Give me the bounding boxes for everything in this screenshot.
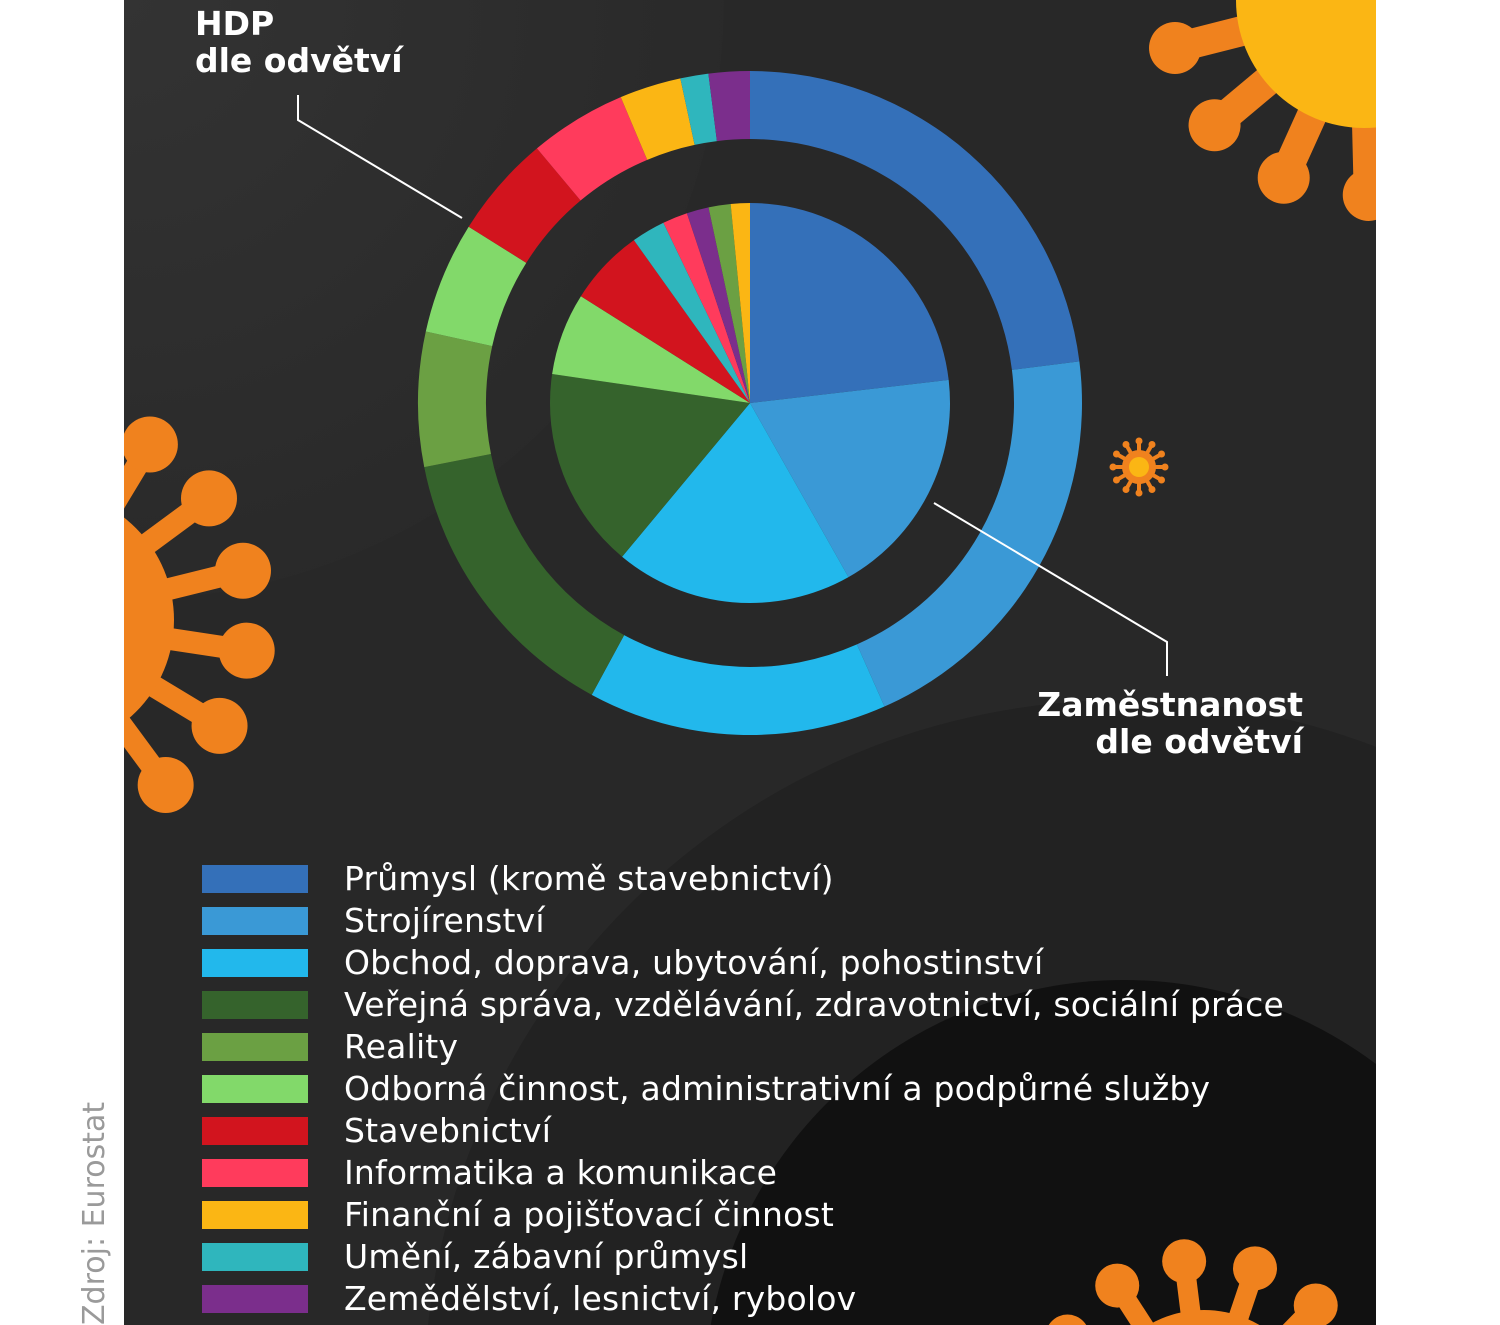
gdp-label-line1: HDP — [195, 4, 275, 43]
employment-label-line1: Zaměstnanost — [1037, 685, 1303, 724]
legend-label: Informatika a komunikace — [344, 1153, 778, 1192]
legend-item-financni-a-pojistovaci-cinnost — [202, 1194, 1322, 1236]
legend-item-strojirenstvi — [202, 900, 1322, 942]
legend-swatch — [202, 949, 308, 977]
legend-item-verejna-sprava-vzdelavani-zdravotnictvi-socialni-prace — [202, 984, 1322, 1026]
legend-swatch — [202, 865, 308, 893]
legend-swatch — [202, 1159, 308, 1187]
legend-item-zemedelstvi-lesnictvi-rybolov — [202, 1278, 1322, 1320]
legend-swatch — [202, 907, 308, 935]
legend-label: Veřejná správa, vzdělávání, zdravotnictví, sociální práce — [344, 985, 1285, 1024]
legend-swatch — [202, 1117, 308, 1145]
legend-item-informatika-a-komunikace — [202, 1152, 1322, 1194]
legend-swatch — [202, 1201, 308, 1229]
legend-swatch — [202, 1075, 308, 1103]
legend-label: Obchod, doprava, ubytování, pohostinství — [344, 943, 1044, 982]
donut-pie-chart — [124, 0, 1376, 800]
legend-swatch — [202, 1285, 308, 1313]
inner-pie-employment — [550, 203, 950, 603]
legend-label: Stavebnictví — [344, 1111, 552, 1150]
employment-slice-prumysl-krome-stavebnictvi — [750, 203, 949, 403]
legend-label: Průmysl (kromě stavebnictví) — [344, 859, 834, 898]
legend-item-stavebnictvi — [202, 1110, 1322, 1152]
legend-swatch — [202, 1033, 308, 1061]
legend-label: Umění, zábavní průmysl — [344, 1237, 749, 1276]
legend-swatch — [202, 1243, 308, 1271]
employment-label — [1037, 686, 1303, 760]
legend-label: Finanční a pojišťovací činnost — [344, 1195, 835, 1234]
gdp-leader-line — [298, 95, 462, 218]
legend-label: Reality — [344, 1027, 459, 1066]
legend-item-umeni-zabavni-prumysl — [202, 1236, 1322, 1278]
legend-item-prumysl-krome-stavebnictvi — [202, 858, 1322, 900]
legend-swatch — [202, 991, 308, 1019]
legend-item-reality — [202, 1026, 1322, 1068]
employment-label-line2: dle odvětví — [1095, 722, 1303, 761]
gdp-label-line2: dle odvětví — [195, 41, 403, 80]
gdp-slice-obchod-doprava-ubytovani-pohostinstvi — [592, 635, 885, 735]
legend-label: Strojírenství — [344, 901, 545, 940]
source-label: Zdroj: Eurostat — [77, 1101, 112, 1325]
gdp-label — [195, 5, 403, 79]
legend-label: Zemědělství, lesnictví, rybolov — [344, 1279, 857, 1318]
legend-item-odborna-cinnost-administrativni-a-podpurne-sluzby — [202, 1068, 1322, 1110]
gdp-slice-reality — [418, 332, 492, 468]
infographic-panel — [124, 0, 1376, 1325]
legend-item-obchod-doprava-ubytovani-pohostinstvi — [202, 942, 1322, 984]
legend-label: Odborná činnost, administrativní a podpůrné služby — [344, 1069, 1211, 1108]
